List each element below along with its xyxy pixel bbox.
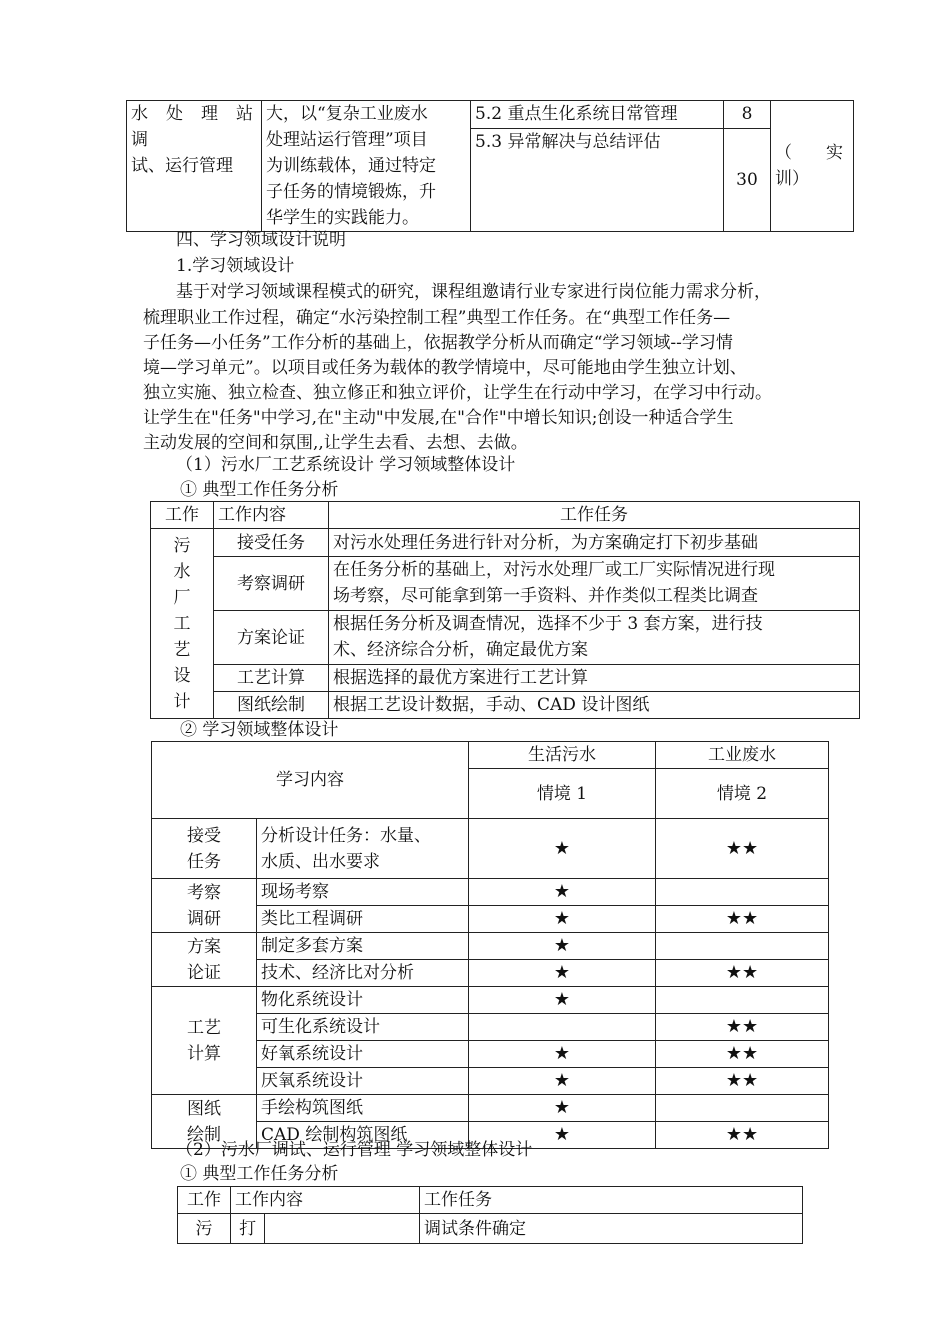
item-text: CAD 绘制构筑图纸 [257,1122,469,1149]
header-scenario-2: 情境 2 [656,769,829,819]
rating-scenario-2: ★★ [656,1041,829,1068]
part1-sub2: ② 学习领域整体设计 [180,720,339,740]
vertical-char: 设 [173,665,191,686]
item-text: 可生化系统设计 [257,1014,469,1041]
header-task: 工作任务 [329,502,860,529]
task-5-2: 5.2 重点生化系统日常管理 [471,101,724,129]
top-table-col2 [262,101,471,232]
task-line: 场考察，尽可能拿到第一手资料、并作类似工程类比调查 [333,586,758,606]
cell-line: 为训练载体，通过特定 [266,156,436,176]
rating-scenario-1: ★ [469,1041,656,1068]
task-cell [329,692,860,719]
subsection-heading: 1.学习领域设计 [176,256,295,276]
header-content: 工作内容 [231,1187,420,1214]
top-table [126,100,854,232]
content-cell: 工艺计算 [214,665,329,692]
rating-scenario-1: ★ [469,933,656,960]
task-line: 对污水处理任务进行针对分析，为方案确定打下初步基础 [333,532,758,553]
part2-sub1: ① 典型工作任务分析 [180,1164,339,1184]
task-analysis-table [150,501,860,719]
vertical-char: 厂 [173,587,191,608]
task-cell: 调试条件确定 [420,1214,803,1244]
section-heading: 四、学习领域设计说明 [176,230,346,250]
header-domestic: 生活污水 [469,742,656,769]
cell-line: 水 处 理 站 调 [131,104,257,150]
vertical-char: 艺 [173,639,191,660]
item-text: 制定多套方案 [257,933,469,960]
cell-line: 处理站运行管理”项目 [266,130,428,150]
header-scenario-1: 情境 1 [469,769,656,819]
group-label [152,879,257,933]
rating-scenario-2: ★★ [656,1014,829,1041]
top-table-col1 [127,101,262,232]
part2-title: （2）污水厂调试、运行管理 学习领域整体设计 [176,1140,533,1160]
group-label-line: 绘制 [187,1124,221,1145]
group-label [152,819,257,879]
rating-scenario-2: ★★ [656,819,829,879]
note-cell [771,101,854,232]
note-line: 训） [775,169,809,189]
paragraph-line: 主动发展的空间和氛围,,让学生去看、去想、去做。 [143,433,528,453]
item-text: 好氧系统设计 [257,1041,469,1068]
work-char: 污 [178,1214,231,1244]
vertical-char: 计 [173,691,191,712]
task-line: 根据工艺设计数据，手动、CAD 设计图纸 [333,695,650,715]
vertical-label [151,529,214,719]
rating-scenario-1: ★ [469,819,656,879]
task-line: 根据选择的最优方案进行工艺计算 [333,668,588,688]
rating-scenario-1: ★ [469,879,656,906]
rating-scenario-2: ★★ [656,906,829,933]
header-work: 工作 [151,502,214,529]
content-empty [265,1214,420,1244]
rating-scenario-2: ★★ [656,960,829,987]
content-char: 打 [231,1214,265,1244]
paragraph-line: 让学生在"任务"中学习,在"主动"中发展,在"合作"中增长知识;创设一种适合学生 [143,408,734,428]
item-text: 物化系统设计 [257,987,469,1014]
header-learning-content: 学习内容 [152,742,469,819]
content-cell: 方案论证 [214,611,329,665]
item-text: 手绘构筑图纸 [257,1095,469,1122]
hours-5-3: 30 [724,129,771,232]
item-text: 类比工程调研 [257,906,469,933]
rating-scenario-1: ★ [469,1122,656,1149]
group-label-line: 方案 [187,936,221,957]
task-cell [329,557,860,611]
item-line: 水质、出水要求 [261,851,380,872]
task-cell [329,665,860,692]
rating-scenario-1: ★ [469,1095,656,1122]
group-label-line: 调研 [187,908,221,929]
paragraph-line: 境—学习单元”。以项目或任务为载体的教学情境中，尽可能地由学生独立计划、 [143,358,747,378]
item-text: 厌氧系统设计 [257,1068,469,1095]
rating-scenario-2: ★★ [656,1068,829,1095]
group-label-line: 接受 [187,825,221,846]
paragraph-line: 基于对学习领域课程模式的研究，课程组邀请行业专家进行岗位能力需求分析， [176,282,771,302]
task-line: 根据任务分析及调查情况，选择不少于 3 套方案，进行技 [333,614,763,634]
group-label-line: 论证 [187,962,221,983]
group-label-line: 图纸 [187,1098,221,1119]
cell-line: 子任务的情境锻炼，升 [266,182,436,202]
content-cell: 考察调研 [214,557,329,611]
rating-scenario-2 [656,933,829,960]
content-cell: 图纸绘制 [214,692,329,719]
rating-scenario-1: ★ [469,987,656,1014]
part1-sub1: ① 典型工作任务分析 [180,480,339,500]
group-label-line: 考察 [187,882,221,903]
task-line: 在任务分析的基础上，对污水处理厂或工厂实际情况进行现 [333,560,775,580]
rating-scenario-1: ★ [469,960,656,987]
task-cell [329,611,860,665]
vertical-char: 水 [173,561,191,582]
paragraph-line: 梳理职业工作过程，确定“水污染控制工程”典型工作任务。在“典型工作任务— [143,308,731,328]
rating-scenario-1 [469,1014,656,1041]
group-label-line: 任务 [187,851,221,872]
paragraph-line: 独立实施、独立检查、独立修正和独立评价，让学生在行动中学习，在学习中行动。 [143,383,772,403]
rating-scenario-2 [656,1095,829,1122]
rating-scenario-2 [656,879,829,906]
cell-line: 华学生的实践能力。 [266,208,419,228]
cell-line: 大，以“复杂工业废水 [266,104,428,124]
group-label-line: 工艺 [187,1017,221,1038]
rating-scenario-2 [656,987,829,1014]
paragraph-line: 子任务—小任务”工作分析的基础上，依据教学分析从而确定“学习领域--学习情 [143,333,733,353]
note-line: （ 实 [775,143,843,163]
hours-5-2: 8 [724,101,771,129]
task-line: 术、经济综合分析，确定最优方案 [333,640,588,660]
item-text [257,819,469,879]
rating-scenario-1: ★ [469,1068,656,1095]
vertical-char: 工 [173,613,191,634]
group-label [152,987,257,1095]
vertical-char: 污 [173,535,191,556]
header-task: 工作任务 [420,1187,803,1214]
bottom-task-table [177,1186,803,1244]
item-line: 分析设计任务：水量、 [261,825,431,846]
design-matrix-table [151,741,829,1149]
group-label [152,933,257,987]
task-cell [329,529,860,557]
header-industrial: 工业废水 [656,742,829,769]
rating-scenario-1: ★ [469,906,656,933]
cell-line: 试、运行管理 [131,156,233,176]
item-text: 现场考察 [257,879,469,906]
group-label-line: 计算 [187,1043,221,1064]
content-cell: 接受任务 [214,529,329,557]
rating-scenario-2: ★★ [656,1122,829,1149]
header-work: 工作 [178,1187,231,1214]
item-text: 技术、经济比对分析 [257,960,469,987]
part1-title: （1）污水厂工艺系统设计 学习领域整体设计 [176,455,516,475]
task-5-3: 5.3 异常解决与总结评估 [471,129,724,232]
header-content: 工作内容 [214,502,329,529]
